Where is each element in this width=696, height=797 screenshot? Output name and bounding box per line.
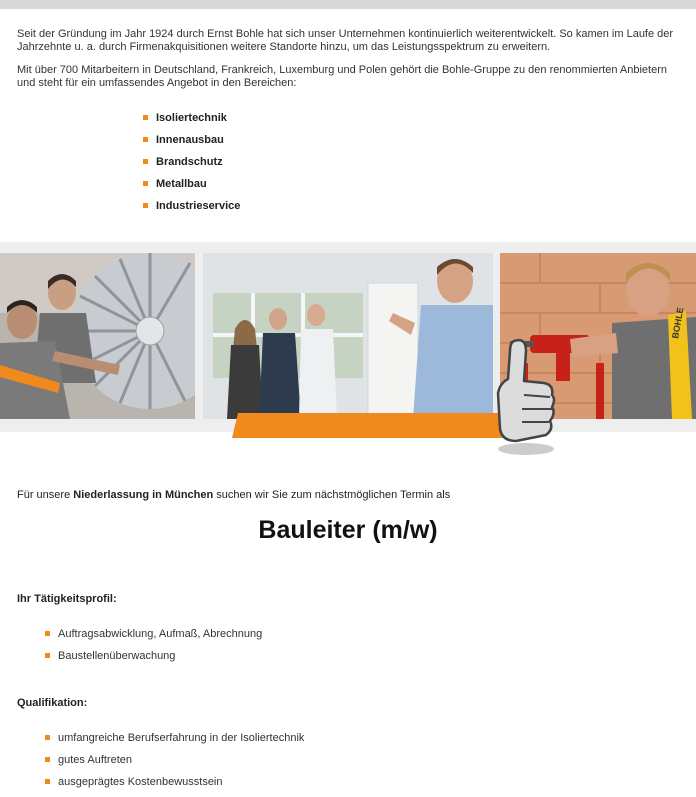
bullet-icon [45, 631, 50, 636]
bullet-icon [45, 757, 50, 762]
bullet-icon [143, 203, 148, 208]
profile-heading: Ihr Tätigkeitsprofil: [17, 593, 117, 605]
job-title: Bauleiter (m/w) [258, 516, 438, 544]
bullet-icon [45, 779, 50, 784]
qualification-list [45, 731, 304, 797]
offer-intro: Für unsere Niederlassung in München suchen wir Sie zum nächstmöglichen Termin als [17, 489, 451, 501]
location: Niederlassung in München [73, 489, 214, 501]
orange-accent-bar [232, 413, 532, 438]
qualification-heading: Qualifikation: [17, 697, 88, 709]
bullet-icon [143, 181, 148, 186]
vest-logo: BOHLE [670, 306, 686, 340]
top-divider [0, 0, 696, 9]
list-item: Industrieservice [143, 199, 240, 221]
list-item: gutes Auftreten [45, 753, 304, 775]
list-item: Innenausbau [143, 133, 240, 155]
list-item: Isoliertechnik [143, 111, 240, 133]
business-areas-list [143, 111, 240, 221]
photo-office-meeting [203, 253, 493, 419]
list-item: Auftragsabwicklung, Aufmaß, Abrechnung [45, 627, 262, 649]
bullet-icon [45, 735, 50, 740]
intro-paragraph-2: Mit über 700 Mitarbeitern in Deutschland, Frankreich, Luxemburg und Polen gehört die Bohle-Gruppe zu den renommierten Anbietern und steht für ein umfassendes Angebot in den Bereichen: [17, 64, 667, 89]
team-photo-banner [0, 242, 696, 432]
thumbs-up-icon [492, 337, 558, 467]
photo-workers-fan [0, 253, 195, 419]
list-item: Metallbau [143, 177, 240, 199]
list-item: Baustellenüberwachung [45, 649, 262, 671]
list-item: Brandschutz [143, 155, 240, 177]
list-item: ausgeprägtes Kostenbewusstsein [45, 775, 304, 797]
list-item: umfangreiche Berufserfahrung in der Isoliertechnik [45, 731, 304, 753]
intro-paragraph-1: Seit der Gründung im Jahr 1924 durch Ernst Bohle hat sich unser Unternehmen kontinuierlich weiterentwickelt. So kamen im Laufe der Jahrzehnte u. a. durch Firmenakquisitionen weitere Standorte hinzu, um das Leistungsspektrum zu erweitern. [17, 28, 674, 53]
profile-list [45, 627, 262, 671]
company-intro [17, 28, 677, 100]
bullet-icon [143, 115, 148, 120]
bullet-icon [143, 159, 148, 164]
bullet-icon [143, 137, 148, 142]
bullet-icon [45, 653, 50, 658]
